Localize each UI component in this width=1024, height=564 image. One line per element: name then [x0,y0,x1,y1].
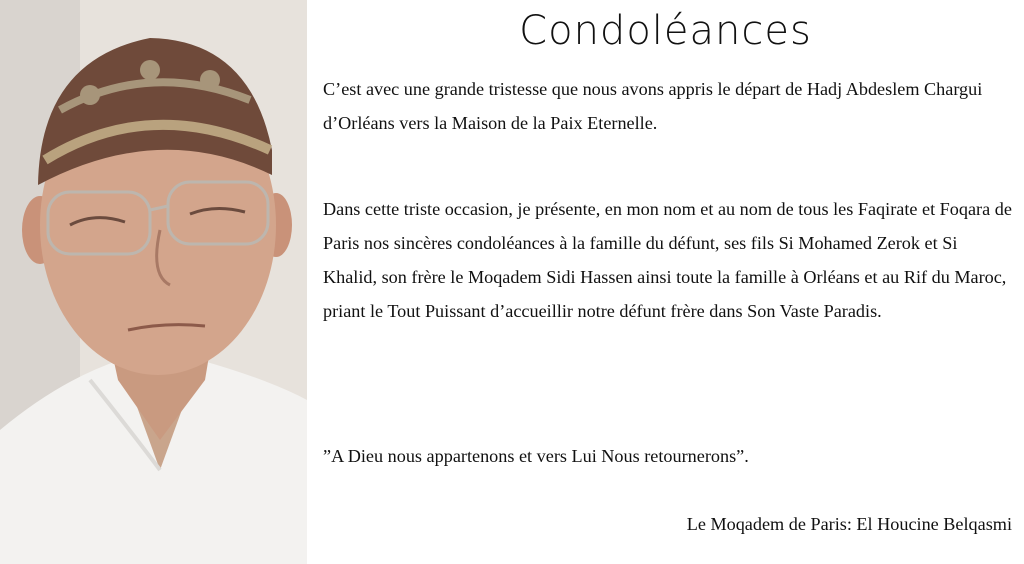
paragraph-intro: C’est avec une grande tristesse que nous avons appris le départ de Hadj Abdeslem Chargui d’Orléans vers la Maison de la Paix Eternelle. [323,79,983,133]
signature: Le Moqadem de Paris: El Houcine Belqasmi [686,514,1012,534]
paragraph-condolences: Dans cette triste occasion, je présente, en mon nom et au nom de tous les Faqirate et Foqara de Paris nos sincères condoléances à la famille du défunt, ses fils Si Mohamed Zerok et Si Khalid, son frère le Moqadem Sidi Hassen ainsi toute la famille à Orléans et au Rif du Maroc, priant le Tout Puissant d’accueillir notre défunt frère dans Son Vaste Paradis. [323,199,1012,321]
portrait-photo [0,0,307,564]
page-title: Condoléances [519,8,812,54]
quote: ”A Dieu nous appartenons et vers Lui Nous retournerons”. [323,446,749,466]
